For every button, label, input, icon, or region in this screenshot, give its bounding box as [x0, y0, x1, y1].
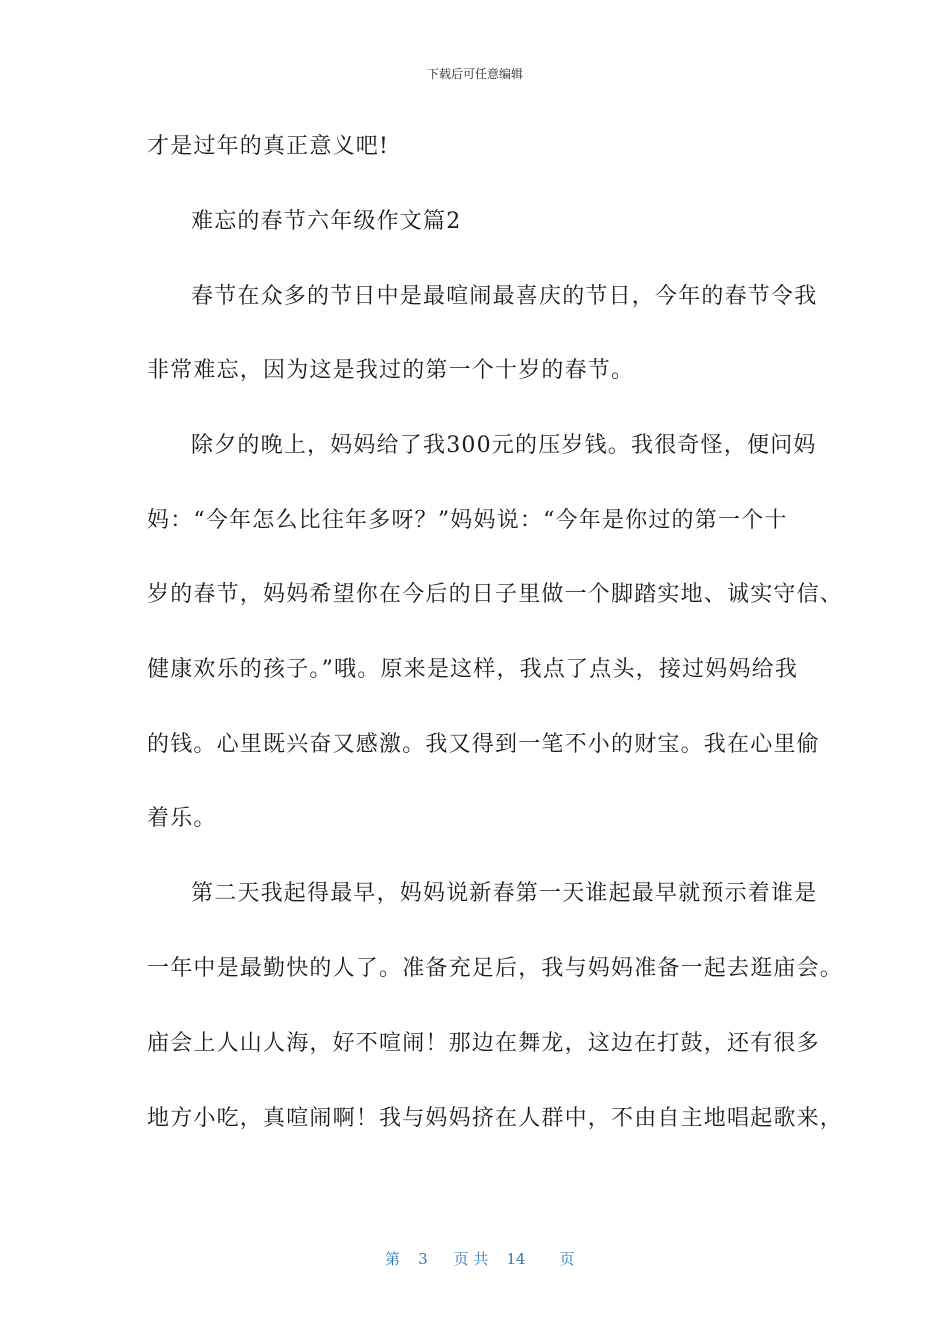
text-line: 春节在众多的节日中是最喧闹最喜庆的节日，今年的春节令我: [191, 284, 818, 309]
section-heading: 难忘的春节六年级作文篇2: [191, 209, 462, 234]
text-line: 的钱。心里既兴奋又感激。我又得到一笔不小的财宝。我在心里偷: [147, 732, 820, 757]
footer-label-end: 页: [559, 1250, 575, 1268]
text-line: 健康欢乐的孩子。”哦。原来是这样，我点了点头，接过妈妈给我: [147, 657, 799, 682]
footer-label-page: 第: [385, 1250, 401, 1268]
footer-label-of: 页 共: [453, 1250, 489, 1268]
text-line: 非常难忘，因为这是我过的第一个十岁的春节。: [147, 358, 635, 383]
footer-current-page: 3: [418, 1250, 428, 1268]
text-line: 第二天我起得最早，妈妈说新春第一天谁起最早就预示着谁是: [191, 881, 818, 906]
text-line: 妈：“今年怎么比往年多呀？”妈妈说：“今年是你过的第一个十: [147, 508, 788, 533]
text-line: 着乐。: [147, 806, 217, 831]
text-line: 除夕的晚上，妈妈给了我300元的压岁钱。我很奇怪，便问妈: [191, 433, 817, 458]
text-line: 才是过年的真正意义吧!: [147, 134, 390, 159]
page-footer: [0, 1229, 950, 1269]
text-line: 一年中是最勤快的人了。准备充足后，我与妈妈准备一起去逛庙会。: [147, 956, 844, 981]
text-line: 地方小吃，真喧闹啊！我与妈妈挤在人群中，不由自主地唱起歌来，: [147, 1106, 844, 1131]
footer-total-pages: 14: [506, 1250, 526, 1268]
page-header-note: 下载后可任意编辑: [426, 67, 523, 81]
text-line: 岁的春节，妈妈希望你在今后的日子里做一个脚踏实地、诚实守信、: [147, 582, 844, 607]
text-line: 庙会上人山人海，好不喧闹！那边在舞龙，这边在打鼓，还有很多: [147, 1031, 820, 1056]
